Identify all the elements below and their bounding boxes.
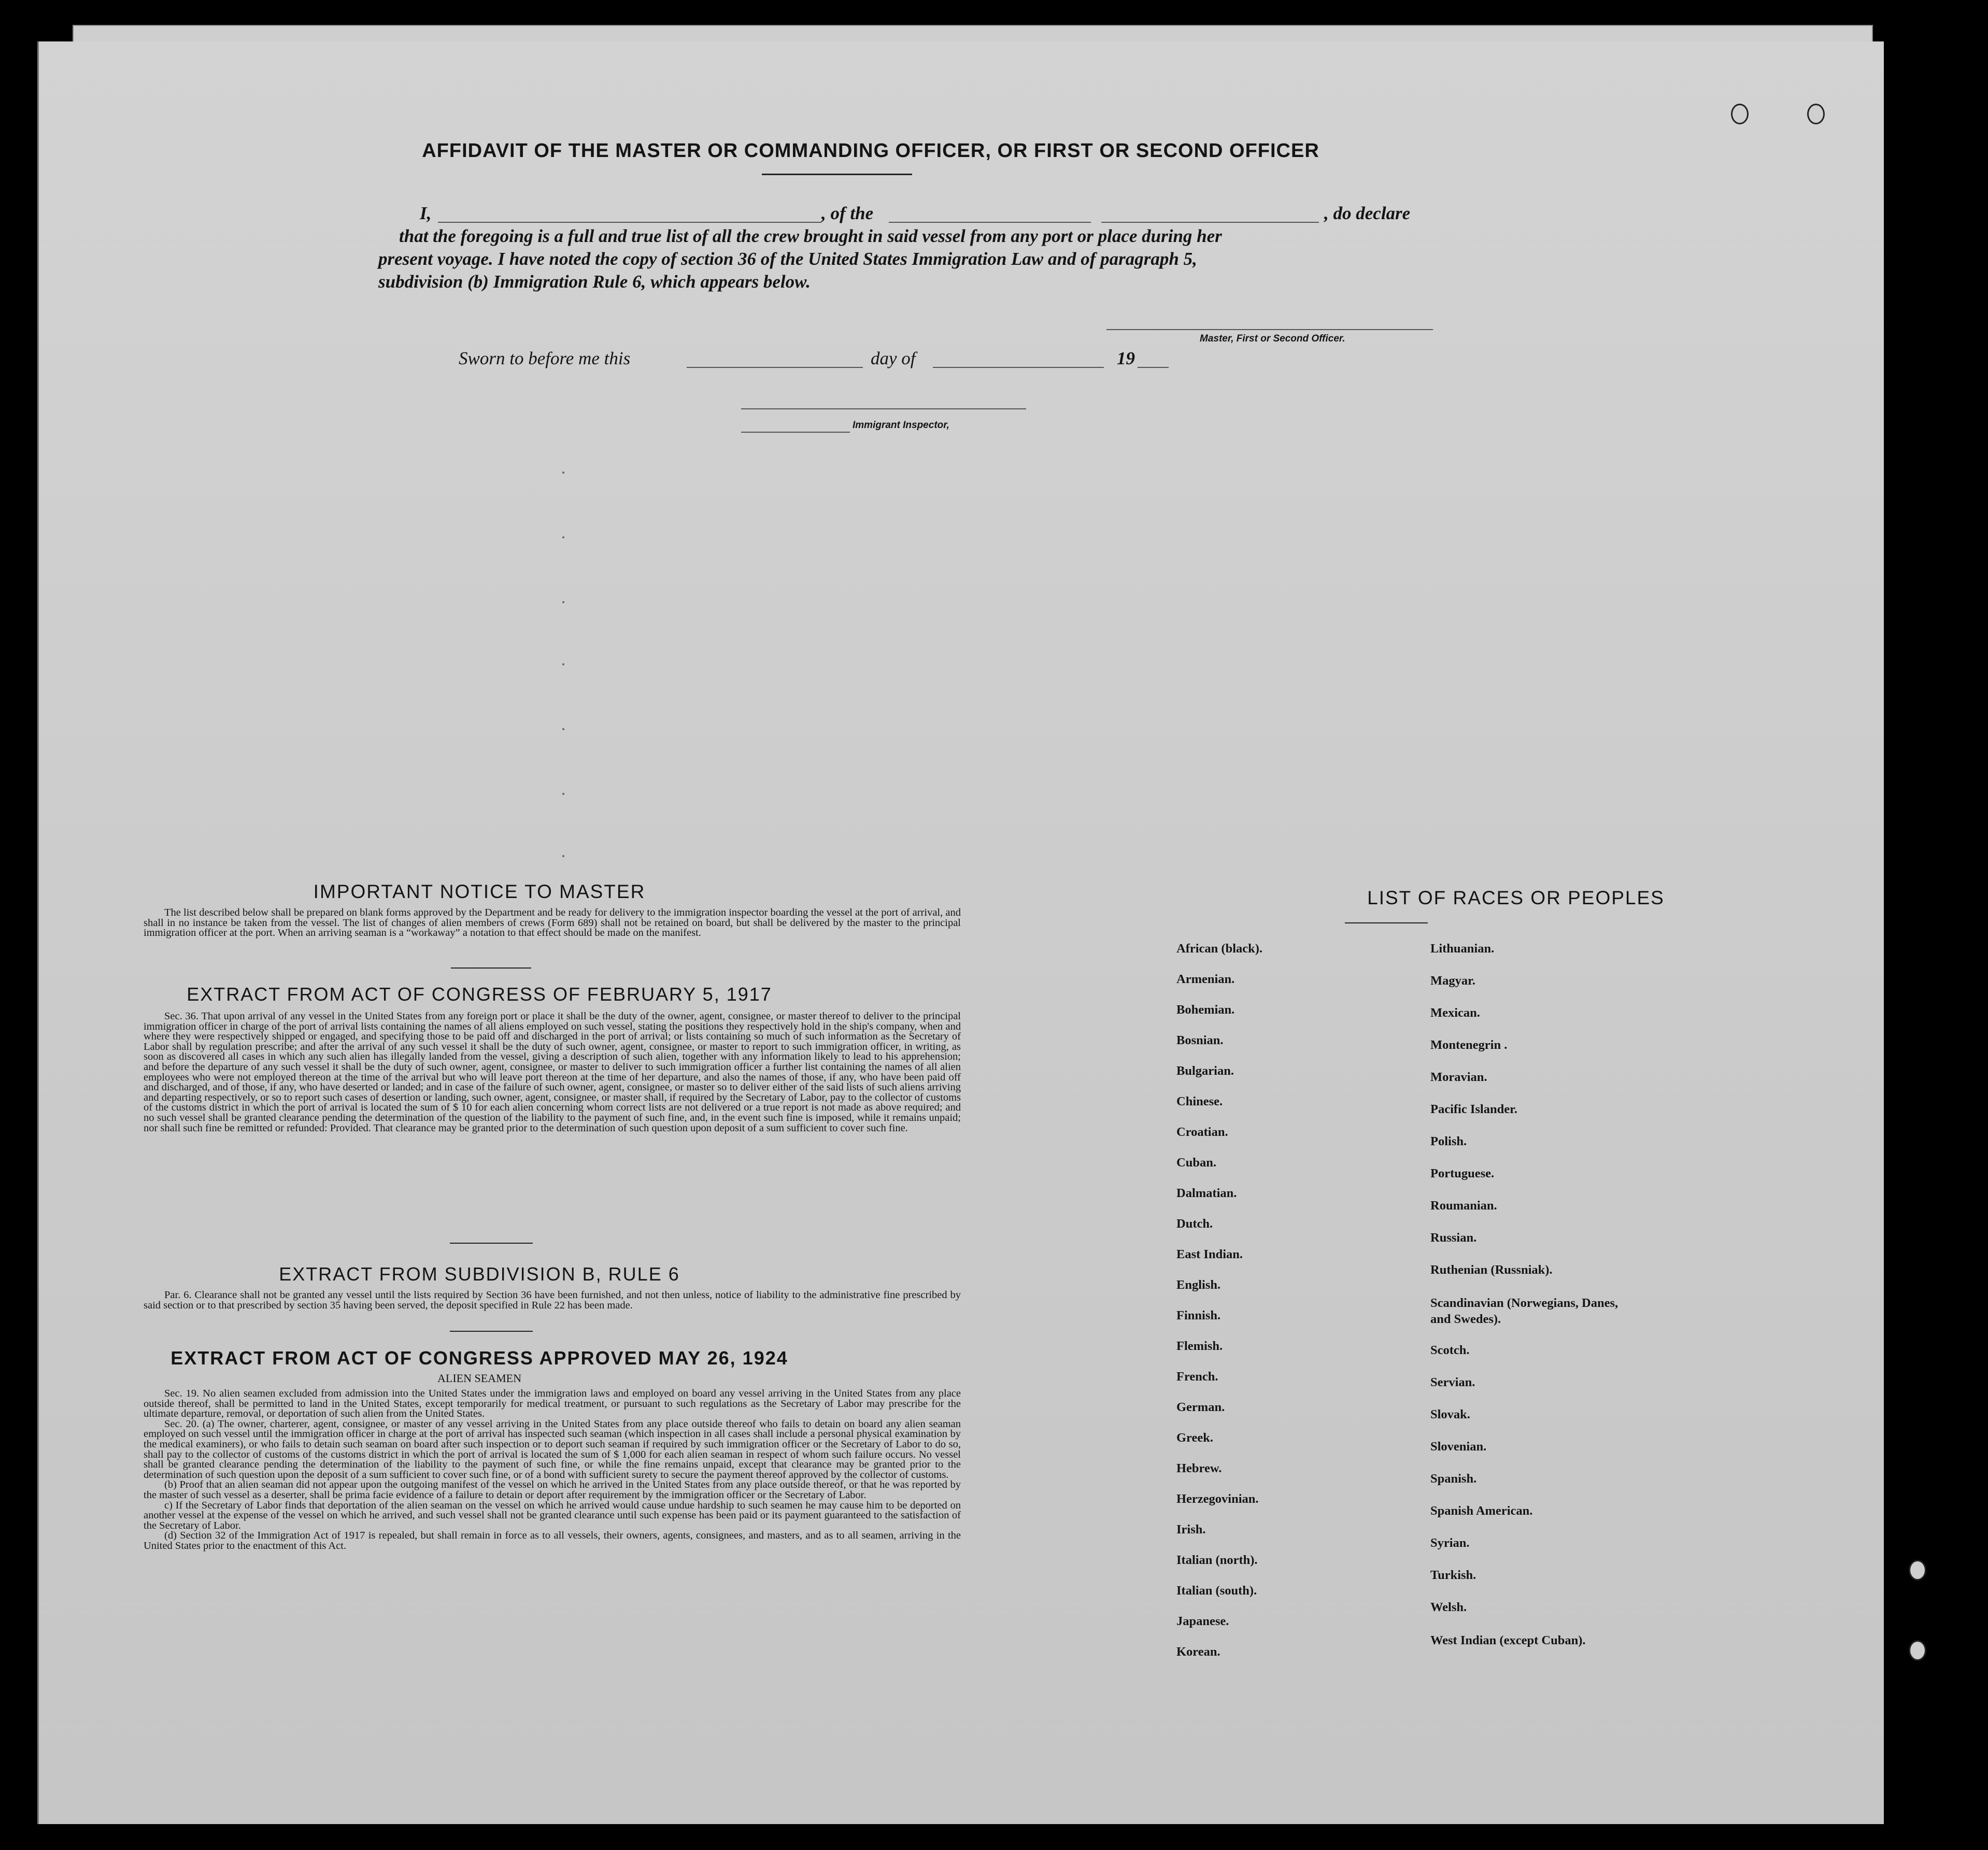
extract-1924-title: EXTRACT FROM ACT OF CONGRESS APPROVED MAY 26, 1924 [171, 1347, 788, 1369]
race-right-item: Lithuanian. [1430, 942, 1495, 956]
race-left-item: Chinese. [1176, 1094, 1223, 1108]
punch-hole-ring [1909, 1640, 1926, 1661]
race-right-item: Polish. [1430, 1134, 1467, 1148]
punch-hole [1914, 350, 1935, 371]
punch-hole [1914, 264, 1935, 285]
sworn-prefix: Sworn to before me this [459, 348, 631, 368]
extract-rule6-divider [450, 1331, 533, 1332]
race-left-item: Bulgarian. [1176, 1064, 1234, 1078]
race-right-item: Scotch. [1430, 1343, 1470, 1357]
race-left-item: German. [1176, 1400, 1225, 1414]
extract-1917-title: EXTRACT FROM ACT OF CONGRESS OF FEBRUARY 5, 1917 [187, 984, 772, 1005]
title-underline [762, 174, 912, 175]
affidavit-title: AFFIDAVIT OF THE MASTER OR COMMANDING OFFICER, OR FIRST OR SECOND OFFICER [422, 140, 1319, 162]
punch-hole [1911, 624, 1932, 645]
punch-hole-ring [1909, 1560, 1926, 1581]
affidavit-line-2: that the foregoing is a full and true list of all the crew brought in said vessel from any port or place during her [399, 226, 1222, 246]
affidavit-of-the: , of the [821, 203, 874, 223]
sec-20a: Sec. 20. (a) The owner, charterer, agent, consignee, or master of any vessel arriving in the United States from any place outside thereof who fails to detain on board any alien seaman employed on such vessel until the immigration officer in charge at the port of arrival has inspected such seaman (which inspection in all cases shall include a personal physical examination by the medical examiners), or who fails to detain such seaman on board after such inspection or to deport such seaman if required by such immigration officer or the Secretary of Labor to do so, shall pay to the collector of customs of the customs district in which the port of arrival is located the sum of $ 1,000 for each alien seaman in respect of whom such failure occurs. No vessel shall be granted clearance pending the determination of the liability to the payment of such fine, or while the fine remains unpaid, except that clearance may be granted prior to the determination of such question upon the deposit of a sum sufficient to cover such fine, or of a bond with sufficient surety to secure the payment thereof approved by the collector of customs. [144, 1418, 961, 1481]
race-left-item: Cuban. [1176, 1156, 1216, 1170]
race-left-item: East Indian. [1176, 1247, 1243, 1261]
race-left-item: Korean. [1176, 1645, 1220, 1659]
inspector-signature-line[interactable] [741, 408, 1026, 409]
punch-hole-ring [1731, 104, 1749, 124]
inspector-name-line[interactable] [741, 432, 850, 433]
ruling-dot [562, 663, 564, 665]
race-left-item: Dalmatian. [1176, 1186, 1237, 1200]
sworn-day-blank-field[interactable] [687, 367, 863, 368]
race-right-item: Spanish. [1430, 1472, 1477, 1486]
notice-divider [451, 967, 531, 969]
race-left-item: African (black). [1176, 942, 1263, 956]
race-right-item: Russian. [1430, 1231, 1477, 1245]
race-right-item: Spanish American. [1430, 1504, 1533, 1518]
races-title: LIST OF RACES OR PEOPLES [1367, 887, 1665, 908]
sec-20c: c) If the Secretary of Labor finds that deportation of the alien seaman on the vessel on which he arrived would cause undue hardship to such seamen he may cause him to be deported on another vessel at the expense of the vessel on which he arrived, and such vessel shall not be granted clearance until such expense has been paid or its payment guaranteed to the satisfaction of the Secretary of Labor. [144, 1499, 961, 1531]
extract-1924-body [144, 1389, 961, 1552]
race-right-item: Slovak. [1430, 1407, 1470, 1421]
sec-20b: (b) Proof that an alien seaman did not appear upon the outgoing manifest of the vessel on which he arrived in the United States from any place outside thereof, or that he was reported by the master of such vessel as a deserter, shall be prima facie evidence of a failure to detain or deport after requirement by the immigration officer or the Secretary of Labor. [144, 1479, 961, 1501]
race-right-item: Welsh. [1430, 1600, 1467, 1614]
race-right-item: Slovenian. [1430, 1440, 1487, 1454]
race-right-item: Turkish. [1430, 1568, 1476, 1582]
extract-rule6-title: EXTRACT FROM SUBDIVISION B, RULE 6 [279, 1263, 680, 1285]
race-left-item: Croatian. [1176, 1125, 1228, 1139]
race-right-item: Ruthenian (Russniak). [1430, 1263, 1553, 1277]
race-right-item: Scandinavian (Norwegians, Danes, and Swedes). [1430, 1296, 1618, 1326]
ruling-dot [562, 536, 564, 538]
race-right-item: Syrian. [1430, 1536, 1470, 1550]
affidavit-i: I, [420, 203, 432, 223]
inspector-label: Immigrant Inspector, [853, 420, 949, 431]
extract-1924-subtitle: ALIEN SEAMEN [437, 1372, 521, 1385]
ruling-dot [562, 601, 564, 603]
race-right-item: Mexican. [1430, 1006, 1480, 1020]
race-left-item: Italian (south). [1176, 1584, 1257, 1598]
master-signature-line[interactable] [1106, 329, 1433, 330]
races-divider [1345, 922, 1428, 923]
race-left-item: Dutch. [1176, 1217, 1213, 1231]
race-right-item: Pacific Islander. [1430, 1102, 1517, 1116]
race-left-item: English. [1176, 1278, 1221, 1292]
race-left-item: Japanese. [1176, 1614, 1229, 1628]
ruling-dot [562, 728, 564, 730]
sworn-month-blank-field[interactable] [933, 367, 1104, 368]
extract-1917-divider [450, 1243, 533, 1244]
race-left-item: Italian (north). [1176, 1553, 1258, 1567]
race-right-item: Moravian. [1430, 1070, 1487, 1084]
ruling-dot [562, 472, 564, 474]
sec-19: Sec. 19. No alien seamen excluded from admission into the United States under the immigration laws and employed on board any vessel arriving in the United States from any place outside thereof, shall be permitted to land in the United States, except temporarily for medical treatment, or pursuant to such regulations as the Secretary of Labor may prescribe for the ultimate departure, removal, or deportation of such alien from the United States. [144, 1388, 961, 1420]
affidavit-declare: , do declare [1324, 203, 1411, 223]
notice-title: IMPORTANT NOTICE TO MASTER [313, 881, 646, 902]
vessel-blank-field[interactable] [889, 222, 1091, 223]
notice-body: The list described below shall be prepared on blank forms approved by the Department and be ready for delivery to the immigration inspector boarding the vessel at the port of arrival, and shall in no instance be taken from the vessel. The list of changes of alien members of crews (Form 689) shall not be retained on board, but shall be delivered by the master to the principal immigration officer at the port. When an arriving seaman is a “workaway” a notation to that effect should be made on the manifest. [144, 907, 961, 939]
document-page [37, 41, 1884, 1824]
race-right-item: Servian. [1430, 1375, 1475, 1389]
sec-20d: (d) Section 32 of the Immigration Act of 1917 is repealed, but shall remain in force as to all vessels, their owners, agents, consignees, and masters, and as to all seamen, arriving in the United States prior to the enactment of this Act. [144, 1530, 961, 1552]
race-left-item: Greek. [1176, 1431, 1213, 1445]
name-blank-field[interactable] [438, 222, 821, 223]
punch-hole-ring [1807, 104, 1825, 124]
race-left-item: Armenian. [1176, 972, 1235, 986]
extract-1917-body: Sec. 36. That upon arrival of any vessel in the United States from any foreign port or place it shall be the duty of the owner, agent, consignee, or master thereof to deliver to the principal immigration officer in charge of the port of arrival lists containing the names of all aliens employed on such vessel, stating the positions they respectively hold in the ship's company, when and where they were respectively shipped or engaged, and specifying those to be paid off and discharged in the port of arrival; or lists containing so much of such information as the Secretary of Labor shall by regulation prescribe; and after the arrival of any such vessel it shall be the duty of such owner, agent, consignee, or master to report to such immigration officer, in writing, as soon as discovered all cases in which any such alien has illegally landed from the vessel, giving a description of such alien, together with any information likely to lead to his apprehension; and before the departure of any such vessel it shall be the duty of such owner, agent, consignee, or master to deliver to such immigration officer a further list containing the names of all alien employees who were not employed thereon at the time of the arrival but who will leave port thereon at the time of her departure, and also the names of those, if any, who have been paid off and discharged, and of those, if any, who have deserted or landed; and in case of the failure of such owner, agent, consignee, or master so to deliver either of the said lists of such aliens arriving and departing respectively, or so to report such cases of desertion or landing, such owner, agent, consignee, or master shall, if required by the Secretary of Labor, pay to the collector of customs of the customs district in which the port of arrival is located the sum of $ 10 for each alien concerning whom correct lists are not delivered or a true report is not made as above required; and no such vessel shall be granted clearance pending the determination of the question of the liability to the payment of such fine, and, in the event such fine is imposed, while it remains unpaid; nor shall such fine be remitted or refunded: Provided. That clearance may be granted prior to the determination of such question upon deposit of a sum sufficient to cover such fine. [144, 1011, 961, 1134]
race-left-item: Herzegovinian. [1176, 1492, 1259, 1506]
affidavit-line-3: present voyage. I have noted the copy of section 36 of the United States Immigration Law and of paragraph 5, [378, 249, 1197, 269]
punch-hole [1911, 1207, 1932, 1228]
extract-rule6-body: Par. 6. Clearance shall not be granted any vessel until the lists required by Section 36 have been furnished, and not then unless, notice of liability to the administrative fine prescribed by said section or to that prescribed by section 35 having been served, the deposit specified in Rule 22 has been made. [144, 1289, 961, 1311]
punch-hole [1911, 1290, 1932, 1311]
race-left-item: Irish. [1176, 1522, 1206, 1536]
ruling-dot [562, 793, 564, 795]
punch-hole [1911, 710, 1932, 731]
vessel-name-blank-field[interactable] [1101, 222, 1319, 223]
race-right-item: West Indian (except Cuban). [1430, 1633, 1586, 1647]
affidavit-line-4: subdivision (b) Immigration Rule 6, which appears below. [378, 272, 811, 292]
race-left-item: Finnish. [1176, 1308, 1221, 1322]
race-left-item: Bosnian. [1176, 1033, 1224, 1047]
race-left-item: Flemish. [1176, 1339, 1223, 1353]
sworn-year-prefix: 19 [1117, 348, 1135, 368]
sworn-year-blank-field[interactable] [1138, 367, 1169, 368]
sworn-day-of: day of [871, 348, 916, 368]
race-right-item: Montenegrin . [1430, 1038, 1508, 1052]
race-left-item: Bohemian. [1176, 1003, 1235, 1017]
race-left-item: Hebrew. [1176, 1461, 1222, 1475]
race-right-item: Magyar. [1430, 974, 1475, 988]
race-right-item: Roumanian. [1430, 1199, 1497, 1213]
race-left-item: French. [1176, 1370, 1218, 1384]
race-right-item: Portuguese. [1430, 1166, 1495, 1180]
master-signature-label: Master, First or Second Officer. [1200, 333, 1345, 344]
ruling-dot [562, 855, 564, 857]
